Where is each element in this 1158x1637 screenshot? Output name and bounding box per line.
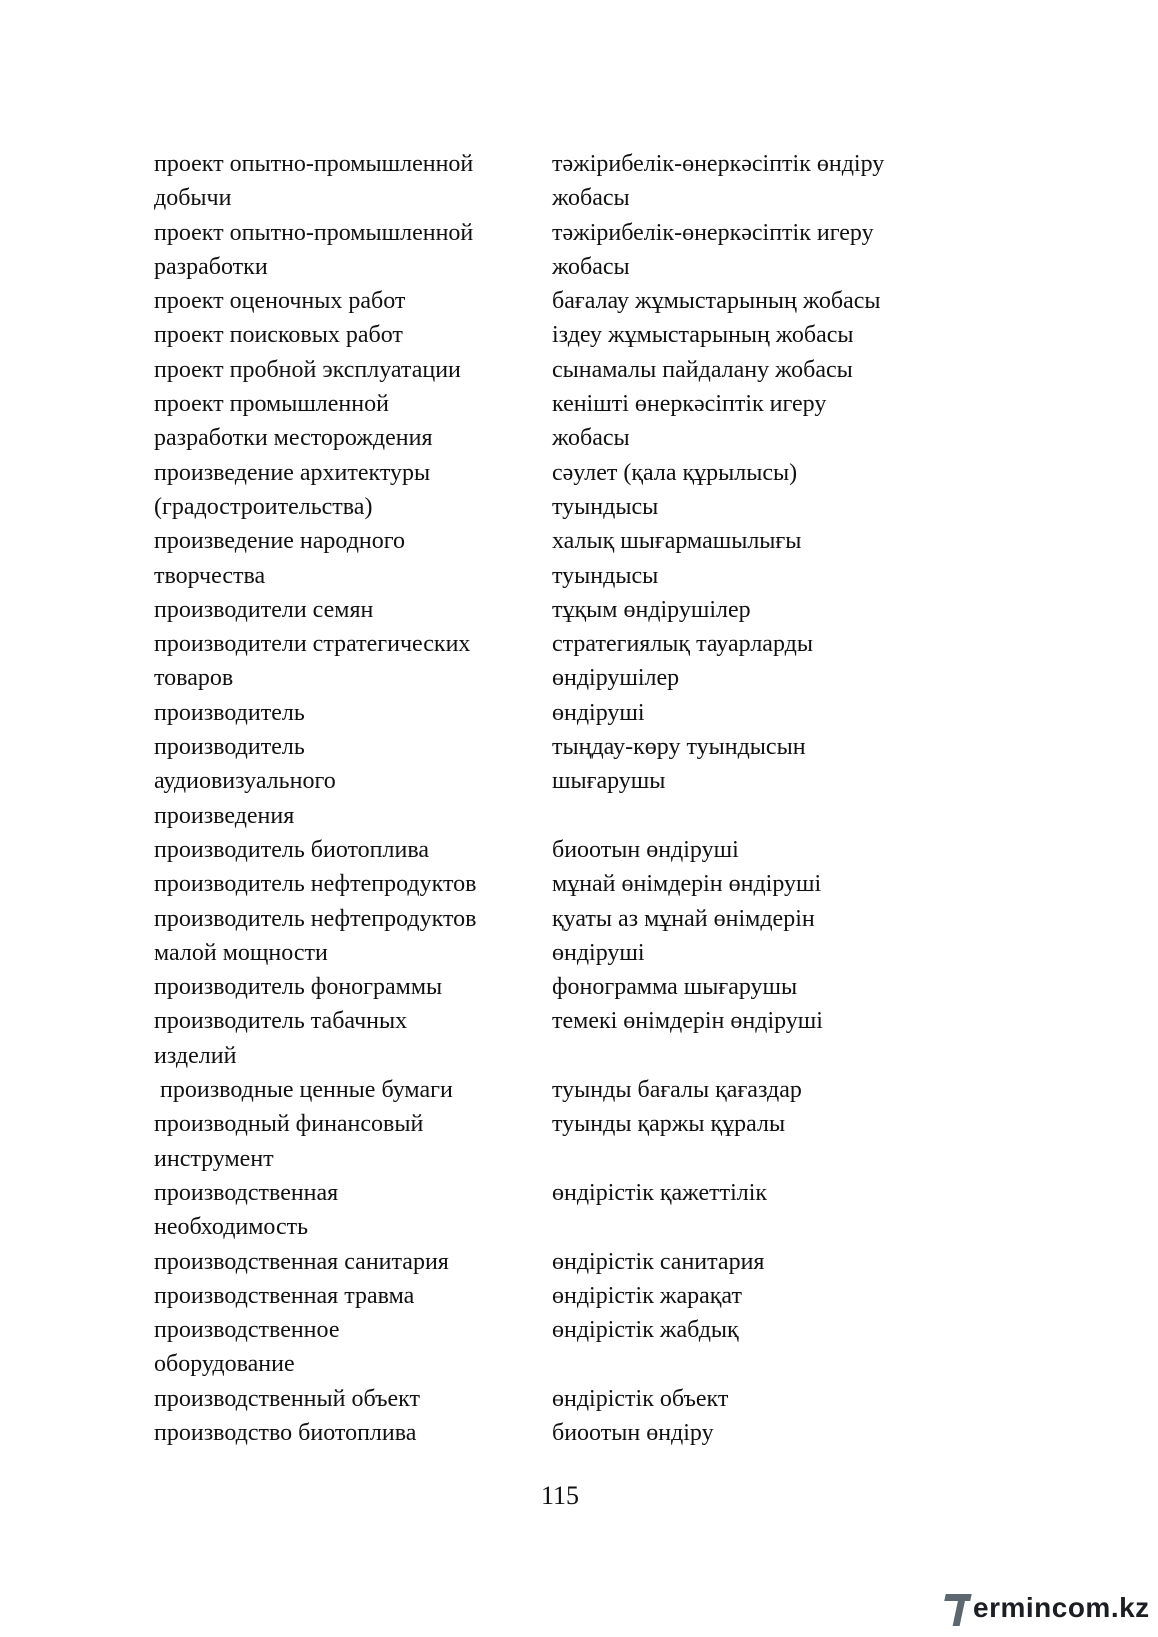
russian-term: производители стратегических товаров bbox=[154, 631, 471, 692]
kazakh-term: туынды бағалы қағаздар bbox=[552, 1077, 802, 1104]
russian-term: проект опытно-промышленной добычи bbox=[154, 151, 474, 212]
kazakh-term: тәжірибелік-өнеркәсіптік игеру жобасы bbox=[552, 219, 874, 280]
glossary-entry bbox=[154, 318, 974, 352]
glossary-entry bbox=[154, 902, 974, 971]
glossary-entry bbox=[154, 696, 974, 730]
glossary-entry bbox=[154, 216, 974, 285]
russian-term: производство биотоплива bbox=[154, 1419, 417, 1446]
kazakh-term: тәжірибелік-өнеркәсіптік өндіру жобасы bbox=[552, 151, 885, 212]
glossary-entry bbox=[154, 833, 974, 867]
glossary-entry bbox=[154, 1107, 974, 1176]
russian-term: проект промышленной разработки месторождения bbox=[154, 391, 433, 452]
page-number: 115 bbox=[540, 1481, 580, 1510]
glossary-entry bbox=[154, 730, 974, 833]
kazakh-term: халық шығармашылығы туындысы bbox=[552, 528, 802, 589]
glossary-entry bbox=[154, 284, 974, 318]
glossary-entry bbox=[154, 1176, 974, 1245]
glossary-entry bbox=[154, 1245, 974, 1279]
glossary-entry bbox=[154, 867, 974, 901]
glossary-entry bbox=[154, 456, 974, 525]
glossary-entry bbox=[154, 1279, 974, 1313]
kazakh-term: туынды қаржы құралы bbox=[552, 1111, 786, 1138]
russian-term: производственная необходимость bbox=[154, 1179, 339, 1241]
kazakh-term: фонограмма шығарушы bbox=[552, 974, 798, 1001]
watermark-text: ermincom.kz bbox=[973, 1592, 1150, 1623]
kazakh-term: темекі өнімдерін өндіруші bbox=[552, 1008, 823, 1035]
russian-term: произведение народного творчества bbox=[154, 528, 406, 589]
glossary-entry bbox=[154, 1313, 974, 1382]
glossary-entries bbox=[154, 147, 974, 1450]
russian-term: проект пробной эксплуатации bbox=[154, 356, 461, 383]
kazakh-term: өндіруші bbox=[552, 699, 645, 726]
russian-term: производственная санитария bbox=[154, 1248, 449, 1275]
t-logo-icon bbox=[945, 1590, 973, 1626]
russian-term: проект оценочных работ bbox=[154, 288, 406, 315]
watermark-logo bbox=[945, 1588, 1150, 1628]
russian-term: производитель bbox=[154, 699, 305, 726]
russian-term: производный финансовый инструмент bbox=[154, 1111, 424, 1172]
kazakh-term: бағалау жұмыстарының жобасы bbox=[552, 288, 881, 315]
kazakh-term: қуаты аз мұнай өнімдерін өндіруші bbox=[552, 905, 815, 966]
glossary-entry bbox=[154, 387, 974, 456]
kazakh-term: сынамалы пайдалану жобасы bbox=[552, 356, 853, 383]
kazakh-term: өндірістік жарақат bbox=[552, 1282, 742, 1309]
kazakh-term: іздеу жұмыстарының жобасы bbox=[552, 322, 854, 349]
russian-term: производитель биотоплива bbox=[154, 836, 430, 863]
glossary-entry bbox=[154, 593, 974, 627]
russian-term: производные ценные бумаги bbox=[154, 1077, 453, 1104]
glossary-entry bbox=[154, 1416, 974, 1450]
kazakh-term: сәулет (қала құрылысы) туындысы bbox=[552, 459, 798, 520]
kazakh-term: тұқым өндірушілер bbox=[552, 596, 751, 623]
kazakh-term: өндірістік қажеттілік bbox=[552, 1179, 768, 1206]
kazakh-term: кеніштi өнеркәсiптiк игеру жобасы bbox=[552, 391, 827, 452]
glossary-entry bbox=[154, 353, 974, 387]
russian-term: производитель табачных изделий bbox=[154, 1008, 408, 1069]
kazakh-term: өндірістік объект bbox=[552, 1385, 729, 1412]
russian-term: производственное оборудование bbox=[154, 1317, 340, 1378]
russian-term: проект поисковых работ bbox=[154, 322, 403, 349]
russian-term: производитель нефтепродуктов малой мощности bbox=[154, 905, 477, 966]
russian-term: проект опытно-промышленной разработки bbox=[154, 219, 474, 280]
kazakh-term: өндірістік санитария bbox=[552, 1248, 765, 1275]
russian-term: производственная травма bbox=[154, 1282, 415, 1309]
kazakh-term: биоотын өндіру bbox=[552, 1419, 714, 1446]
russian-term: производитель фонограммы bbox=[154, 974, 443, 1001]
glossary-entry bbox=[154, 1004, 974, 1073]
kazakh-term: мұнай өнімдерін өндіруші bbox=[552, 871, 822, 898]
glossary-entry bbox=[154, 147, 974, 216]
kazakh-term: стратегиялық тауарларды өндірушілер bbox=[552, 631, 813, 692]
glossary-entry bbox=[154, 524, 974, 593]
russian-term: производитель аудиовизуального произведения bbox=[154, 734, 336, 829]
glossary-entry bbox=[154, 1073, 974, 1107]
russian-term: производственный объект bbox=[154, 1385, 421, 1412]
glossary-entry bbox=[154, 627, 974, 696]
kazakh-term: биоотын өндіруші bbox=[552, 836, 739, 863]
kazakh-term: өндірістік жабдық bbox=[552, 1317, 739, 1344]
glossary-entry bbox=[154, 970, 974, 1004]
russian-term: производители семян bbox=[154, 596, 374, 623]
glossary-entry bbox=[154, 1382, 974, 1416]
kazakh-term: тыңдау-көру туындысын шығарушы bbox=[552, 734, 806, 795]
russian-term: производитель нефтепродуктов bbox=[154, 871, 477, 898]
russian-term: произведение архитектуры (градостроительства) bbox=[154, 459, 431, 520]
